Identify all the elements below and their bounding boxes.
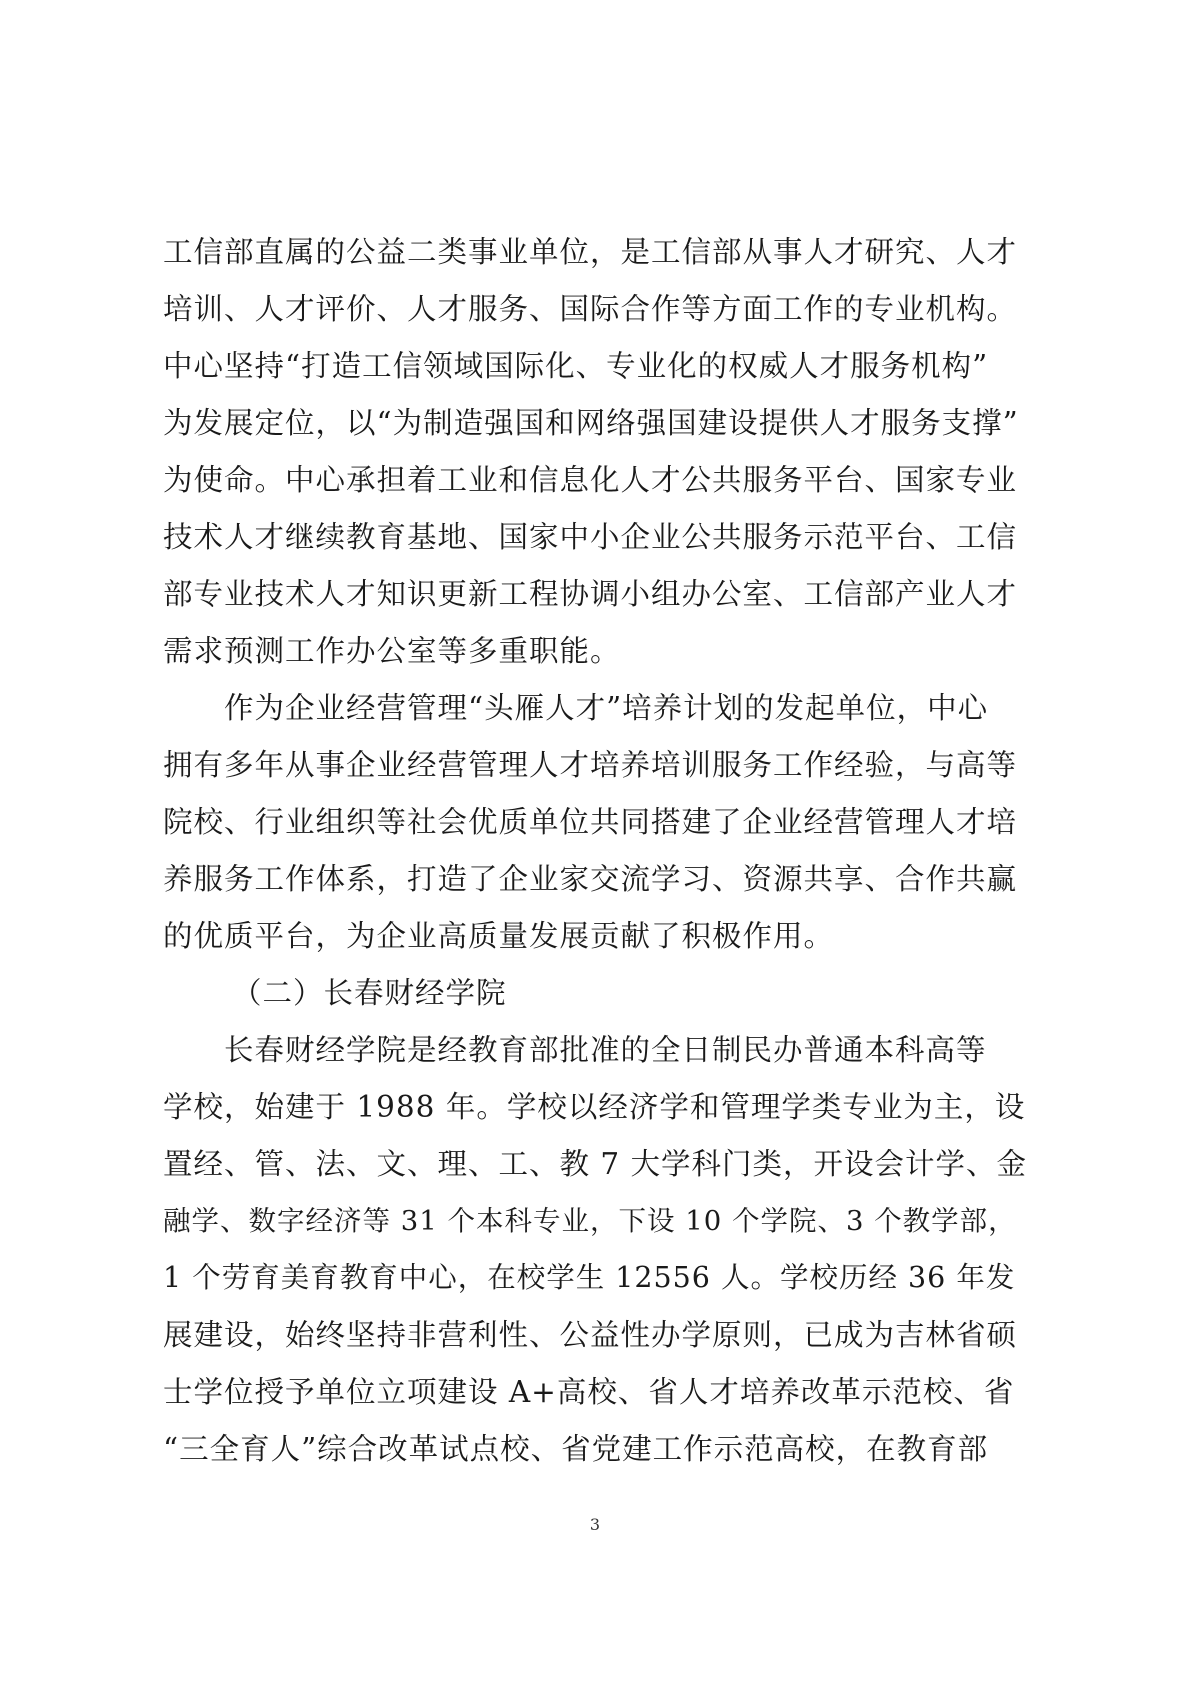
text-line: 培训、人才评价、人才服务、国际合作等方面工作的专业机构。 bbox=[163, 292, 1018, 326]
page-number: 3 bbox=[589, 1515, 601, 1534]
text-line: 置经、管、法、文、理、工、教 7 大学科门类，开设会计学、金 bbox=[163, 1147, 1028, 1181]
text-line: “三全育人”综合改革试点校、省党建工作示范高校，在教育部 bbox=[163, 1432, 989, 1466]
text-line: 院校、行业组织等社会优质单位共同搭建了企业经营管理人才培 bbox=[163, 805, 1018, 839]
section-heading: （二）长春财经学院 bbox=[232, 976, 507, 1010]
text-line: 中心坚持“打造工信领域国际化、专业化的权威人才服务机构” bbox=[163, 349, 989, 383]
text-line: 展建设，始终坚持非营利性、公益性办学原则，已成为吉林省硕 bbox=[163, 1318, 1018, 1352]
text-line: 部专业技术人才知识更新工程协调小组办公室、工信部产业人才 bbox=[163, 577, 1018, 611]
text-line: 士学位授予单位立项建设 A+高校、省人才培养改革示范校、省 bbox=[163, 1375, 1015, 1409]
text-line: 养服务工作体系，打造了企业家交流学习、资源共享、合作共赢 bbox=[163, 862, 1018, 896]
text-line: 技术人才继续教育基地、国家中小企业公共服务示范平台、工信 bbox=[163, 520, 1018, 554]
text-line: 1 个劳育美育教育中心，在校学生 12556 人。学校历经 36 年发 bbox=[163, 1261, 1016, 1294]
paragraph-first-line: 长春财经学院是经教育部批准的全日制民办普通本科高等 bbox=[224, 1033, 987, 1067]
text-line: 为使命。中心承担着工业和信息化人才公共服务平台、国家专业 bbox=[163, 463, 1018, 497]
text-line: 学校，始建于 1988 年。学校以经济学和管理学类专业为主，设 bbox=[163, 1090, 1026, 1124]
text-line: 为发展定位，以“为制造强国和网络强国建设提供人才服务支撑” bbox=[163, 406, 1019, 440]
paragraph-first-line: 作为企业经营管理“头雁人才”培养计划的发起单位，中心 bbox=[224, 691, 989, 725]
text-line: 需求预测工作办公室等多重职能。 bbox=[163, 634, 621, 668]
text-line: 拥有多年从事企业经营管理人才培养培训服务工作经验，与高等 bbox=[163, 748, 1018, 782]
text-line: 融学、数字经济等 31 个本科专业，下设 10 个学院、3 个教学部， bbox=[163, 1205, 1017, 1237]
text-line: 的优质平台，为企业高质量发展贡献了积极作用。 bbox=[163, 919, 835, 953]
text-line: 工信部直属的公益二类事业单位，是工信部从事人才研究、人才 bbox=[163, 235, 1018, 269]
